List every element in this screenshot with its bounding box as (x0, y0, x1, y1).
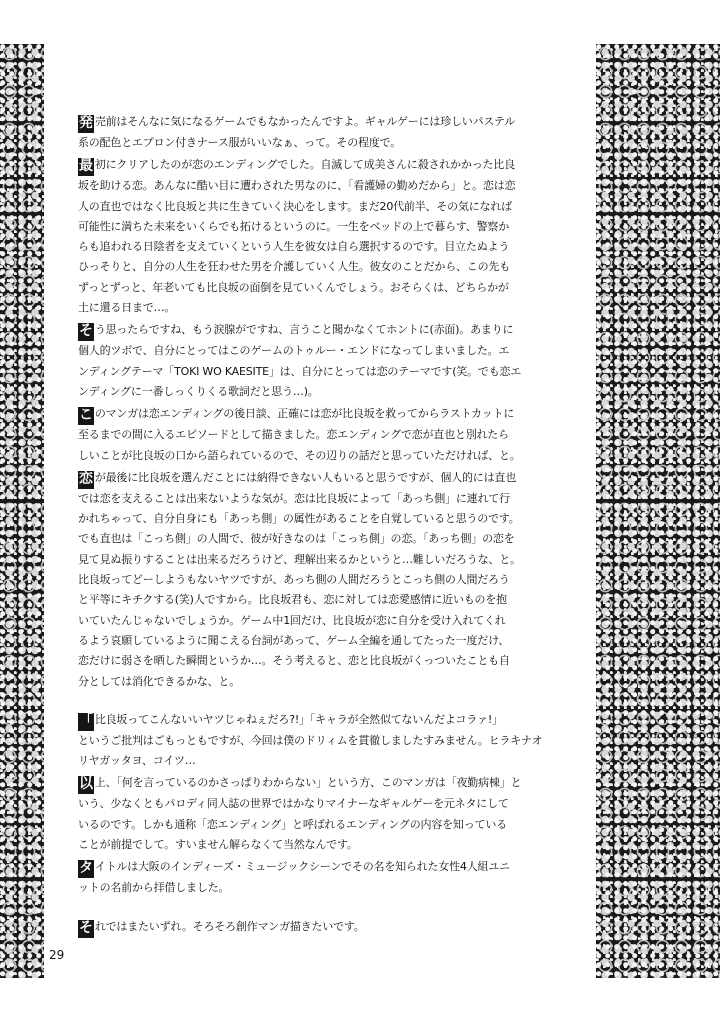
paragraph-line: 可能性に満ちた未来をいくらでも拓けるというのに。一生をベッドの上で暮らす、警察か (78, 219, 510, 233)
paragraph-line: では恋を支えることは出来ないような気が。恋は比良坂によって「あっち側」に連れて行 (78, 491, 510, 505)
paragraph-line (78, 404, 560, 425)
line-text: イトルは大阪のインディーズ・ミュージックシーンでその名を知られた女性4人組ユニ (94, 860, 510, 874)
drop-initial: 以 (79, 776, 93, 793)
paragraph-line (78, 773, 560, 794)
paragraph-line (78, 320, 560, 341)
paragraph-line: しいことが比良坂の口から語られているので、その辺りの話だと思っていただければ、と。 (78, 448, 521, 462)
line-text: が最後に比良坂を選んだことには納得できない人もいると思うですが、個人的には直也 (94, 470, 517, 484)
paragraph-line: ンディングテーマ「TOKI WO KAESITE」は、自分にとっては恋のテーマです(笑。でも恋エ (78, 364, 522, 378)
paragraph-line: らも追われる日陰者を支えていくという人生を彼女は自ら選択するのです。目立たぬよう (78, 240, 510, 254)
paragraph-ren (78, 468, 560, 692)
drop-initial: こ (79, 407, 93, 424)
paragraph-line: かれちゃって、自分自身にも「あっち側」の属性があることを自覚していると思うのです。 (78, 512, 520, 526)
paragraph-line (78, 112, 560, 133)
paragraph-line: と平等にキチクする(笑)人ですから。比良坂君も、恋に対しては恋愛感情に近いものを抱 (78, 593, 507, 607)
paragraph-first-clear (78, 155, 560, 318)
drop-initial: そ (79, 919, 93, 936)
paragraph-line: るよう哀願しているように聞こえる台詞があって、ゲーム全編を通してたった一度だけ、 (78, 633, 510, 647)
drop-initial: 最 (79, 158, 93, 175)
paragraph-line (78, 857, 560, 878)
paragraph-line: ひっそりと、自分の人生を狂わせた男を介護していく人生。彼女のことだから、この先も (78, 260, 510, 274)
paragraph-line: というご批判はごもっともですが、今回は僕のドリィムを貫徹しましたすみません。ヒラキナオ (78, 733, 543, 747)
line-text: 比良坂ってこんないいヤツじゃねぇだろ?!」「キャラが全然似てないんだよコラァ!」 (94, 712, 503, 726)
paragraph-line: 見て見ぬ振りすることは出来るだろうけど、理解出来るかというと…難しいだろうな、と。 (78, 552, 521, 566)
paragraph-line: いう、少なくともパロディ同人誌の世界ではかなりマイナーなギャルゲーを元ネタにして (78, 797, 509, 811)
paragraph-line (78, 468, 560, 489)
line-text: 上、「何を言っているのかさっぱりわからない」という方、このマンガは「夜勤病棟」と (94, 776, 522, 790)
page-number: 29 (49, 948, 65, 962)
paragraph-line: リヤガッタヨ、コイツ… (78, 754, 196, 768)
paragraph-line: 坂を助ける恋。あんなに酷い目に遭わされた男なのに、「看護婦の勤めだから」と。恋は恋 (78, 179, 516, 193)
paragraph-line (78, 155, 560, 176)
line-text: 初にクリアしたのが恋のエンディングでした。自滅して成美さんに殺されかかった比良 (94, 158, 515, 172)
paragraph-line (78, 917, 560, 938)
line-text: れではまたいずれ。そろそろ創作マンガ描きたいです。 (94, 919, 365, 933)
paragraph-line: 比良坂ってどーしようもないヤツですが、あっち側の人間だろうとこっち側の人間だろう (78, 573, 510, 587)
drop-initial: 「 (79, 712, 93, 729)
paragraph-line: ことが前提でして。すいません解らなくて当然なんです。 (78, 838, 358, 852)
line-text: 売前はそんなに気になるゲームでもなかったんですよ。ギャルゲーには珍しいパステル (94, 115, 516, 128)
paragraph-manga (78, 404, 560, 466)
paragraph-line: 至るまでの間に入るエピソードとして描きました。恋エンディングで恋が直也と別れたら (78, 428, 509, 442)
afterword-text (78, 112, 560, 940)
paragraph-line: ットの名前から拝借しました。 (78, 881, 230, 895)
paragraph-line: 土に還る日まで…。 (78, 301, 176, 315)
paragraph-line: 恋だけに弱さを晒した瞬間というか…。そう考えると、恋と比良坂がくっついたことも自 (78, 654, 510, 668)
paragraph-closing (78, 917, 560, 938)
paragraph-line: 分としては消化できるかな、と。 (78, 674, 240, 688)
lace-border-left (0, 44, 44, 978)
drop-initial: 恋 (79, 470, 93, 487)
drop-initial: タ (79, 860, 93, 877)
paragraph-criticism (78, 710, 560, 772)
paragraph-line: ずっとずっと、年老いても比良坂の面倒を見ていくんでしょう。おそらくは、どちらかが (78, 280, 509, 294)
paragraph-line: 系の配色とエプロン付きナース服がいいなぁ、って。その程度で。 (78, 136, 402, 149)
paragraph-line: でも直也は「こっち側」の人間で、彼が好きなのは「こっち側」の恋。「あっち側」の恋を (78, 532, 515, 546)
paragraph-title-origin (78, 857, 560, 898)
lace-border-right (596, 44, 720, 978)
paragraph-true-end (78, 320, 560, 402)
line-text: のマンガは恋エンディングの後日談、正確には恋が比良坂を救ってからラストカットに (94, 407, 515, 421)
paragraph-line: 個人的ツボで、自分にとってはこのゲームのトゥルー・エンドになってしまいました。エ (78, 344, 510, 358)
paragraph-line: 人の直也ではなく比良坂と共に生きていく決心をします。まだ20代前半、その気になれば (78, 199, 512, 213)
paragraph-line: ンディングに一番しっくりくる歌詞だと思う…)。 (78, 384, 319, 398)
paragraph-explanation (78, 773, 560, 855)
drop-initial: 発 (79, 115, 93, 131)
paragraph-line (78, 710, 560, 731)
paragraph-line: いていたんじゃないでしょうか。ゲーム中1回だけ、比良坂が恋に自分を受け入れてくれ (78, 613, 506, 627)
line-text: う思ったらですね、もう涙腺がですね、言うこと聞かなくてホントに(赤面)。あまりに (94, 323, 514, 337)
paragraph-line: いるのです。しかも通称「恋エンディング」と呼ばれるエンディングの内容を知っている (78, 817, 507, 831)
paragraph-release (78, 112, 560, 153)
drop-initial: そ (79, 323, 93, 340)
